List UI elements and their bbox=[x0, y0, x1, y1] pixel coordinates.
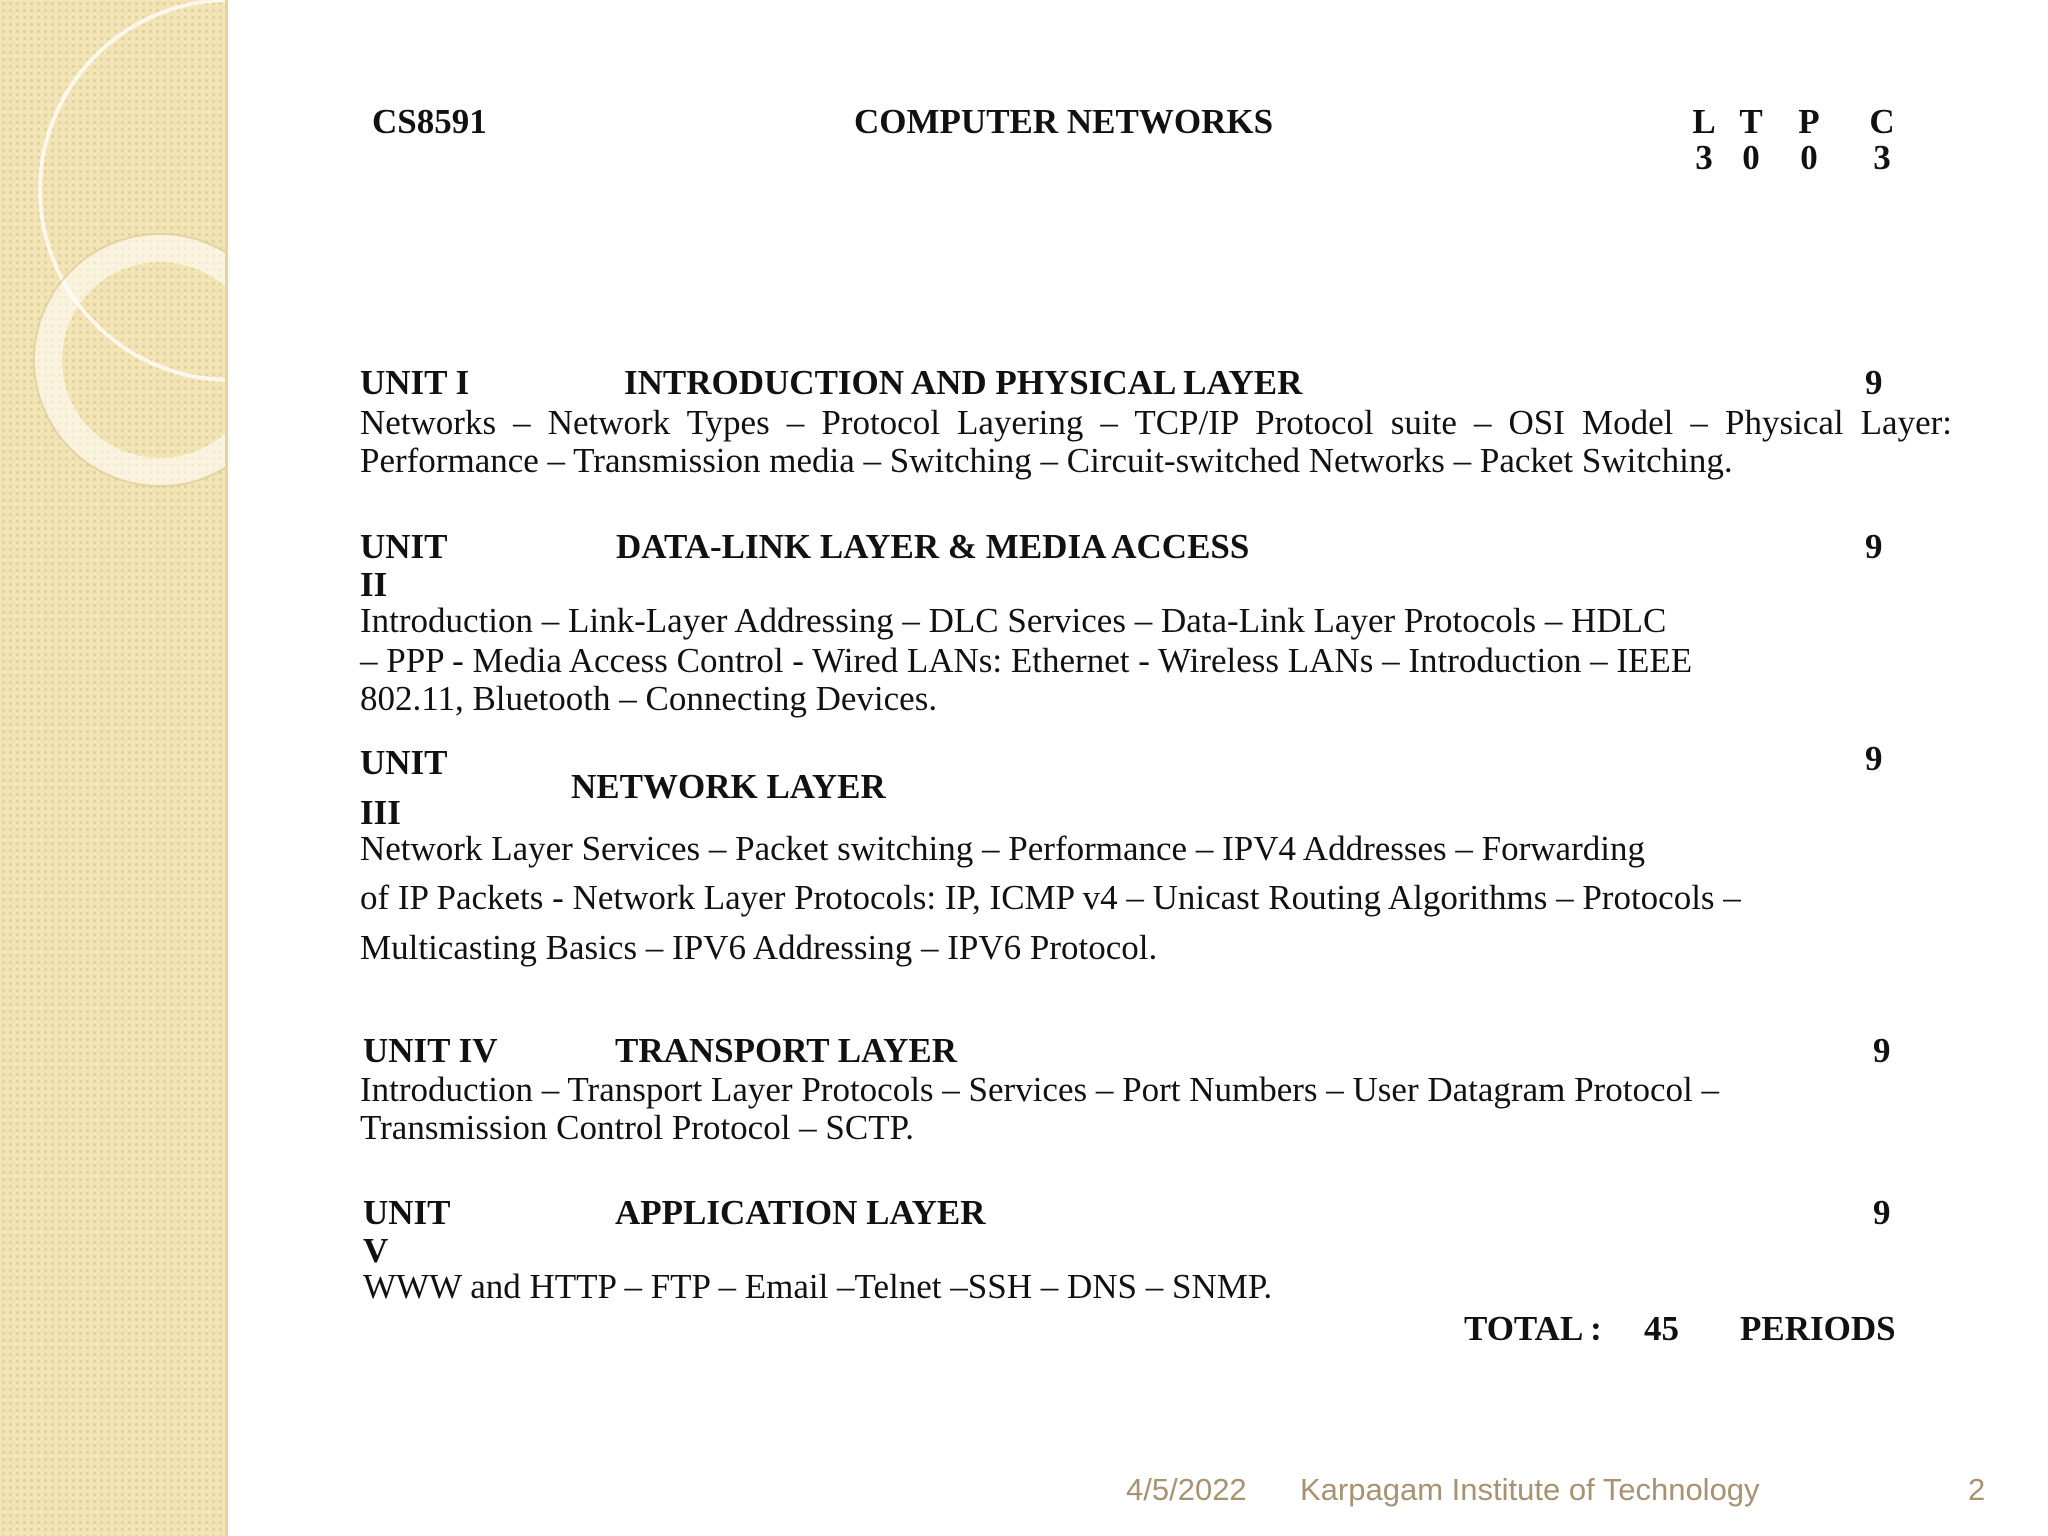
ltpc-header-t: T bbox=[1739, 102, 1763, 141]
course-title: COMPUTER NETWORKS bbox=[854, 102, 1274, 141]
unit-3-content-line-2: of IP Packets - Network Layer Protocols: IP, ICMP v4 – Unicast Routing Algorithms – Protocols – bbox=[360, 878, 1741, 917]
decorative-circles-graphic bbox=[0, 0, 228, 1536]
unit-5-hours: 9 bbox=[1873, 1193, 1891, 1232]
unit-3-content-line-3: Multicasting Basics – IPV6 Addressing – IPV6 Protocol. bbox=[360, 928, 1158, 967]
unit-2-content-line-2: – PPP - Media Access Control - Wired LANs: Ethernet - Wireless LANs – Introduction – IEEE bbox=[360, 641, 1693, 680]
ltpc-value-c: 3 bbox=[1873, 138, 1891, 177]
unit-2-content-line-3: 802.11, Bluetooth – Connecting Devices. bbox=[360, 679, 938, 718]
unit-4-content-line-2: Transmission Control Protocol – SCTP. bbox=[360, 1108, 914, 1147]
unit-3-hours: 9 bbox=[1865, 739, 1883, 778]
ltpc-value-l: 3 bbox=[1695, 138, 1713, 177]
footer-date: 4/5/2022 bbox=[1126, 1472, 1247, 1507]
ltpc-header-l: L bbox=[1692, 102, 1716, 141]
slide-number: 2 bbox=[1968, 1472, 1986, 1507]
unit-5-content: WWW and HTTP – FTP – Email –Telnet –SSH – DNS – SNMP. bbox=[363, 1267, 1273, 1306]
ltpc-header-p: P bbox=[1798, 102, 1820, 141]
unit-3-title: NETWORK LAYER bbox=[571, 767, 886, 806]
ltpc-value-t: 0 bbox=[1742, 138, 1760, 177]
unit-1-content: Networks – Network Types – Protocol Layering – TCP/IP Protocol suite – OSI Model – Physical Layer: Performance – Transmission media – Switching – Circuit-switched Networks – Packet Switching. bbox=[360, 403, 1952, 480]
unit-2-title: DATA-LINK LAYER & MEDIA ACCESS bbox=[616, 527, 1250, 566]
total-unit: PERIODS bbox=[1740, 1309, 1896, 1348]
unit-4-label: UNIT IV bbox=[363, 1031, 498, 1070]
footer-institution: Karpagam Institute of Technology bbox=[1300, 1472, 1760, 1507]
unit-5-label-line2: V bbox=[363, 1231, 389, 1270]
unit-3-content-line-1: Network Layer Services – Packet switching – Performance – IPV4 Addresses – Forwarding bbox=[360, 829, 1645, 868]
course-code: CS8591 bbox=[372, 102, 487, 141]
decorative-sidebar bbox=[0, 0, 228, 1536]
unit-2-hours: 9 bbox=[1865, 527, 1883, 566]
unit-2-label-line2: II bbox=[360, 565, 388, 604]
unit-3-label-line1: UNIT bbox=[360, 743, 448, 782]
unit-3-label-line2: III bbox=[360, 793, 401, 832]
unit-1-hours: 9 bbox=[1865, 363, 1883, 402]
unit-4-hours: 9 bbox=[1873, 1031, 1891, 1070]
total-label: TOTAL : bbox=[1464, 1309, 1602, 1348]
unit-1-label: UNIT I bbox=[360, 363, 470, 402]
unit-2-content-line-1: Introduction – Link-Layer Addressing – DLC Services – Data-Link Layer Protocols – HDLC bbox=[360, 601, 1667, 640]
unit-1-title: INTRODUCTION AND PHYSICAL LAYER bbox=[624, 363, 1303, 402]
unit-5-title: APPLICATION LAYER bbox=[615, 1193, 986, 1232]
unit-4-content-line-1: Introduction – Transport Layer Protocols – Services – Port Numbers – User Datagram Protocol – bbox=[360, 1070, 1719, 1109]
total-value: 45 bbox=[1644, 1309, 1679, 1348]
ltpc-header-c: C bbox=[1869, 102, 1895, 141]
unit-4-title: TRANSPORT LAYER bbox=[615, 1031, 958, 1070]
slide-content bbox=[228, 0, 2048, 1536]
unit-2-label-line1: UNIT bbox=[360, 527, 448, 566]
unit-5-label-line1: UNIT bbox=[363, 1193, 451, 1232]
ltpc-value-p: 0 bbox=[1800, 138, 1818, 177]
